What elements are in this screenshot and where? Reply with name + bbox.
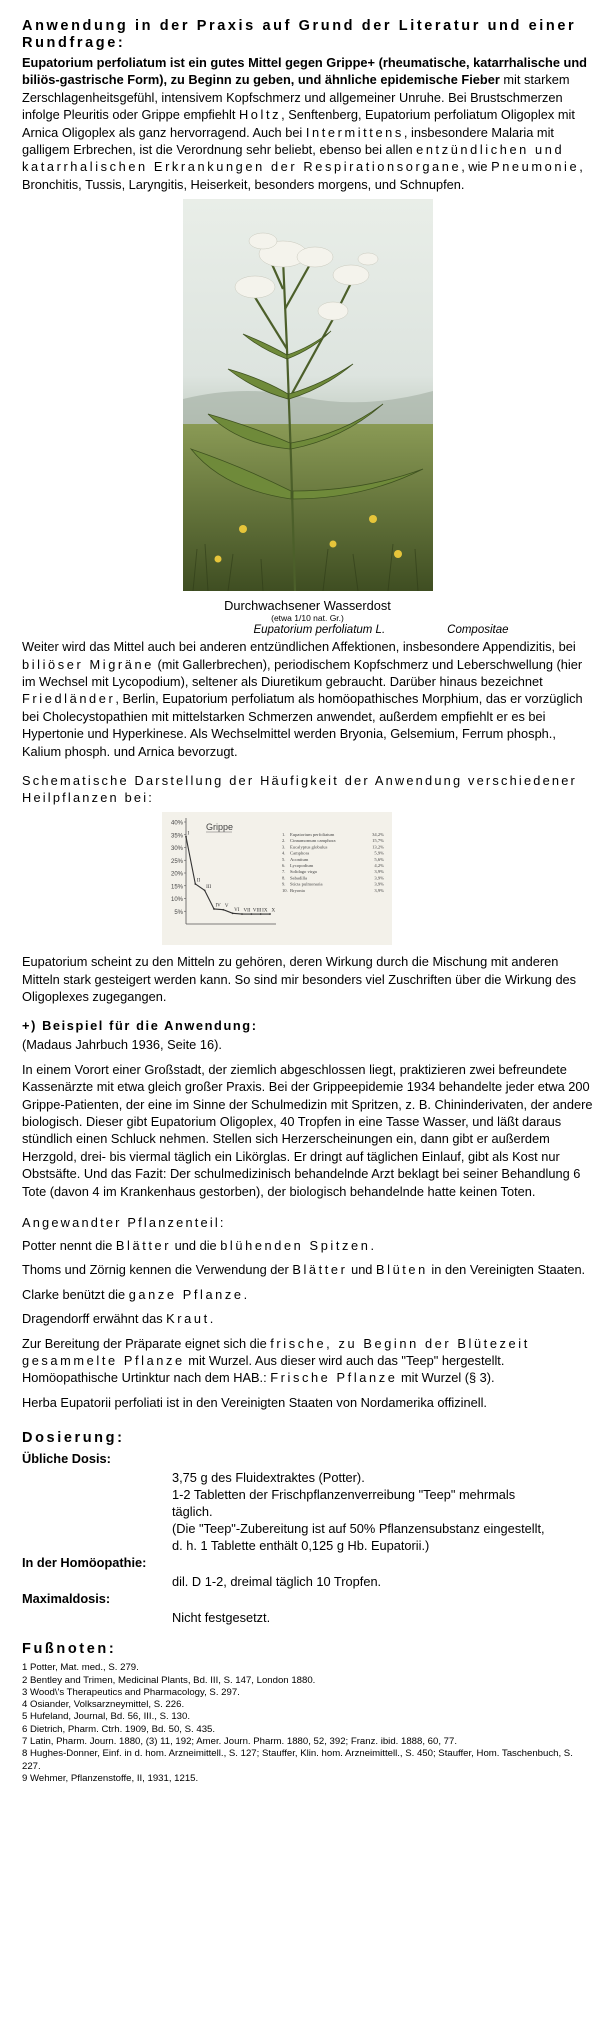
chart-legend-name: Cinnamomum camphora [290,838,336,844]
text-span: in den Vereinigten Staaten. [427,1262,586,1278]
chart-legend-value: 3,9% [374,869,384,875]
chart-point-label: X [271,908,276,914]
chart-point-label: I [187,831,190,837]
term-blaetter: Blätter [292,1262,348,1278]
chart-legend-number: 2. [282,838,286,844]
text-span: . [243,1286,248,1302]
text-span: , wie [461,159,492,175]
chart-title: Grippe [206,822,234,833]
plant-part-thoms [22,1261,593,1278]
plant-illustration [183,199,433,591]
chart-point-label: V [224,904,229,910]
example-text: In einem Vorort einer Großstadt, der ziemlich abgeschlossen liegt, praktizieren zwei befreundete Kassenärzte mit etwa gleich großer Praxis. Bei der Grippeepidemie 1934 behandelte jeder etwa 200 Grippe-Patienten, der eine im Sinne der Schulmedizin mit Spritzen, z. B. Chininderivaten, der andere biologisch. Dieser gibt Eupatorium Oligoplex, 40 Tropfen in eine Tasse Wasser, und läßt daraus stündlich einen Schluck nehmen. Stellen sich Herzerscheinungen ein, dann gibt er außerdem Herzgold, drei- bis viermal täglich ein Likörglas. Er dringt auf täglichen Einlauf, gibt als Kost nur Obstsäfte. Und das Fazit: Der schulmedizinisch behandelnde Arzt beklagt bei seiner Behandlung 6 Tote (davon 4 im Krankenhaus gestorben), der biologisch behandelnde hatte keinen Toten. [22,1061,593,1199]
chart-legend-number: 3. [282,844,286,850]
chart-legend-value: 3,9% [374,881,384,887]
text-span: . [370,1237,374,1253]
dosage-line: 3,75 g des Fluidextraktes (Potter). [172,1470,365,1486]
chart-legend-number: 5. [282,856,286,862]
further-uses-paragraph [22,638,593,760]
chart-y-tick-label: 25% [170,858,183,865]
example-heading: +) Beispiel für die Anwendung: [22,1018,258,1034]
footnote-item: 1 Potter, Mat. med., S. 279. [22,1662,139,1674]
preparation-paragraph [22,1335,593,1387]
plant-part-potter [22,1237,593,1254]
footnote-item: 2 Bentley and Trimen, Medicinal Plants, Bd. III, S. 147, London 1880. [22,1674,316,1686]
chart-point-label: VII [243,908,251,914]
chart-legend-value: 13,2% [372,844,384,850]
chart-legend-value: 3,9% [374,887,384,893]
text-span: mit Wurzel (§ 3). [397,1370,495,1386]
latin-name: Eupatorium perfoliatum L. [253,624,386,637]
term-ganze-pflanze: ganze Pflanze [128,1286,244,1302]
official-paragraph: Herba Eupatorii perfoliati ist in den Vereinigten Staaten von Nordamerika offizinell. [22,1394,487,1410]
chart-legend-name: Camphora [290,850,310,856]
chart-legend-number: 9. [282,881,286,887]
figure-caption-title: Durchwachsener Wasserdost [224,598,391,614]
dosage-max-label: Maximaldosis: [22,1591,111,1607]
chart-legend-name: Lycopodium [290,863,314,869]
term-blueten: Blüten [375,1262,428,1278]
dosage-max [22,1591,593,1607]
plant-part-heading: Angewandter Pflanzenteil: [22,1214,226,1230]
term-intermittens: Intermittens [305,124,404,140]
text-span: mit starkem Zerschlagenheitsgefühl, intensivem Kopfschmerz und allgemeiner Unruhe. Bei Brustschmerzen infolge Pleuritis oder Grippe empfiehlt [22,72,570,123]
author-holtz: Holtz [238,107,282,123]
chart-point-label: IX [262,908,268,914]
chart-point-label: VIII [252,908,262,914]
chart-legend-name: Eucalyptus globulus [290,844,328,850]
chart-y-tick-label: 30% [170,846,183,853]
example-reference: (Madaus Jahrbuch 1936, Seite 16). [22,1037,222,1053]
chart-legend-number: 7. [282,869,286,875]
chart-y-tick-label: 35% [170,833,183,840]
chart-legend-name: Sticta pulmonaria [290,881,323,887]
chart-legend-name: Aconitum [290,856,309,862]
footnote-item: 6 Dietrich, Pharm. Ctrh. 1909, Bd. 50, S. 435. [22,1723,216,1735]
footnotes-list [22,1662,593,1785]
footnote-item: 4 Osiander, Volksarzneymittel, S. 226. [22,1699,185,1711]
text-span: (mit Gallerbrechen), periodischem Kopfschmerz und Leberschwellung (hier im Wechsel mit Lycopodium), seltener als Diuretikum gebraucht. Darüber hinaus bezeichnet [22,656,583,690]
chart-legend-name: Sabadilla [290,875,308,881]
author-friedlaender: Friedländer [22,691,116,707]
chart-y-tick-label: 10% [170,897,183,904]
term-respiratory: entzündlichen und katarrhalischen Erkrankungen der Respirationsorgane [22,142,565,175]
chart-y-tick-label: 40% [170,820,183,827]
text-span: und [347,1262,376,1278]
dosage-usual-text [172,1469,552,1554]
footnotes-heading: Fußnoten: [22,1641,117,1658]
dosage-homoeopathy [22,1555,593,1571]
text-span: Thoms und Zörnig kennen die Verwendung der [22,1262,293,1278]
chart-point-label: III [206,884,212,890]
plant-part-clarke [22,1286,593,1303]
text-span: Dragendorff erwähnt das [22,1311,167,1327]
family-name: Compositae [447,624,509,637]
chart-legend-number: 8. [282,875,286,881]
chart-legend-value: 3,9% [374,875,384,881]
text-span: , insbesondere Malaria mit galligem Erbrechen, ist die Verordnung sehr beliebt, ebenso bei allen [22,124,554,158]
practice-heading: Anwendung in der Praxis auf Grund der Literatur und einer Rundfrage: [22,18,577,51]
dosage-max-text: Nicht festgesetzt. [172,1610,271,1626]
chart-y-tick-label: 20% [170,871,183,878]
text-span: Weiter wird das Mittel auch bei anderen entzündlichen Affektionen, insbesondere Appendizitis, bei [22,639,576,655]
chart-legend-value: 34,2% [372,832,384,838]
plant-figure [22,199,593,638]
schematic-heading: Schematische Darstellung der Häufigkeit der Anwendung verschiedener Heilpflanzen bei: [22,773,578,806]
chart-legend-name: Eupatorium perfoliatum [290,832,335,838]
term-blaetter: Blätter [115,1237,172,1253]
grippe-frequency-chart [162,812,392,945]
grippe-statement: Eupatorium perfoliatum ist ein gutes Mittel gegen Grippe+ (rheumatische, katarrhalische und biliös-gastrische Form), zu Beginn zu geben, und ähnliche epidemische Fieber [22,55,587,88]
chart-legend-value: 4,2% [374,863,384,869]
term-frische-pflanze-hab: Frische Pflanze [270,1370,398,1386]
chart-point-label: VI [234,907,240,913]
dosage-usual-label: Übliche Dosis: [22,1451,111,1467]
chart-y-tick-label: 5% [174,909,183,916]
text-span: , Berlin, Eupatorium perfoliatum als homöopathisches Morphium, das er vorzüglich bei Cholecystopathien mit mittelstarken Schmerzen anwendet, außerdem empfiehlt er es bei Hypertonie und Hyperkinese. Als Wechselmittel werden Bryonia, Gelsemium, Ferrum phosph., Kalium phosph. und Arnica bevorzugt. [22,691,583,759]
chart-y-tick-label: 15% [170,884,183,891]
dosage-heading: Dosierung: [22,1430,125,1447]
text-span: und die [171,1237,221,1253]
text-span: Potter nennt die [22,1237,116,1253]
chart-legend-value: 15,7% [372,838,384,844]
mixture-paragraph: Eupatorium scheint zu den Mitteln zu gehören, deren Wirkung durch die Mischung mit anderen Mitteln stark gesteigert werden kann. So sind mir besonders viel Zuschriften über die Wirkung des Oligoplexes zugegangen. [22,954,577,1004]
chart-legend-number: 10. [282,887,288,893]
dosage-usual [22,1451,593,1467]
chart-legend-number: 4. [282,850,286,856]
text-span: Zur Bereitung der Präparate eignet sich die [22,1335,271,1351]
footnote-item: 3 Wood\'s Therapeutics and Pharmacology, S. 297. [22,1686,240,1698]
practice-paragraph [22,54,593,193]
chart-legend-name: Solidago virga [290,869,317,875]
text-span: Clarke benützt die [22,1286,129,1302]
term-spitzen: blühenden Spitzen [220,1237,371,1253]
text-span: . [209,1311,214,1327]
footnote-item: 5 Hufeland, Journal, Bd. 56, III., S. 130. [22,1711,190,1723]
chart-legend-value: 5,6% [374,856,384,862]
dosage-homoeopathy-text: dil. D 1-2, dreimal täglich 10 Tropfen. [172,1574,382,1590]
dosage-line: (Die "Teep"-Zubereitung ist auf 50% Pflanzensubstanz eingestellt, d. h. 1 Tablette enthält 0,125 g Hb. Eupatorii.) [172,1521,545,1554]
text-span: mit Wurzel. Aus dieser wird auch das "Teep" hergestellt. Homöopathische Urtinktur nach dem HAB.: [22,1353,505,1386]
footnote-item: 8 Hughes-Donner, Einf. in d. hom. Arzneimittell., S. 127; Stauffer, Klin. hom. Arzneimittell., S. 450; Stauffer, Hom. Taschenbuch, S. 227. [22,1748,573,1772]
chart-legend-number: 6. [282,863,286,869]
figure-caption-scale: (etwa 1/10 nat. Gr.) [271,613,344,624]
text-span: , Senftenberg, Eupatorium perfoliatum Oligoplex mit Arnica Oligoplex als ganz hervorragend. Auch bei [22,107,575,140]
chart-legend-number: 1. [282,832,286,838]
figure-caption-latin [169,623,593,638]
article [22,0,593,1785]
chart-legend-name: Bryonia [290,887,305,893]
chart-legend-value: 5,9% [374,850,384,856]
footnote-item: 9 Wehmer, Pflanzenstoffe, II, 1931, 1215. [22,1772,199,1784]
footnote-item: 7 Latin, Pharm. Journ. 1880, (3) 11, 192; Amer. Journ. Pharm. 1880, 52, 392; Franz. ibid. 1888, 60, 77. [22,1736,457,1747]
term-frische-pflanze: frische, zu Beginn der Blütezeit gesammelte Pflanze [22,1335,530,1368]
term-kraut: Kraut [166,1311,210,1327]
text-span: , Bronchitis, Tussis, Laryngitis, Heiserkeit, besonders morgens, und Schnupfen. [22,159,583,192]
chart-point-label: IV [215,903,221,909]
dosage-line: 1-2 Tabletten der Frischpflanzenverreibung "Teep" mehrmals täglich. [172,1487,516,1520]
chart-point-label: II [196,878,201,884]
term-pneumonie: Pneumonie [491,159,580,175]
dosage-homoeopathy-label: In der Homöopathie: [22,1555,147,1571]
plant-part-dragendorff [22,1310,593,1327]
term-migraene: biliöser Migräne [22,656,154,672]
